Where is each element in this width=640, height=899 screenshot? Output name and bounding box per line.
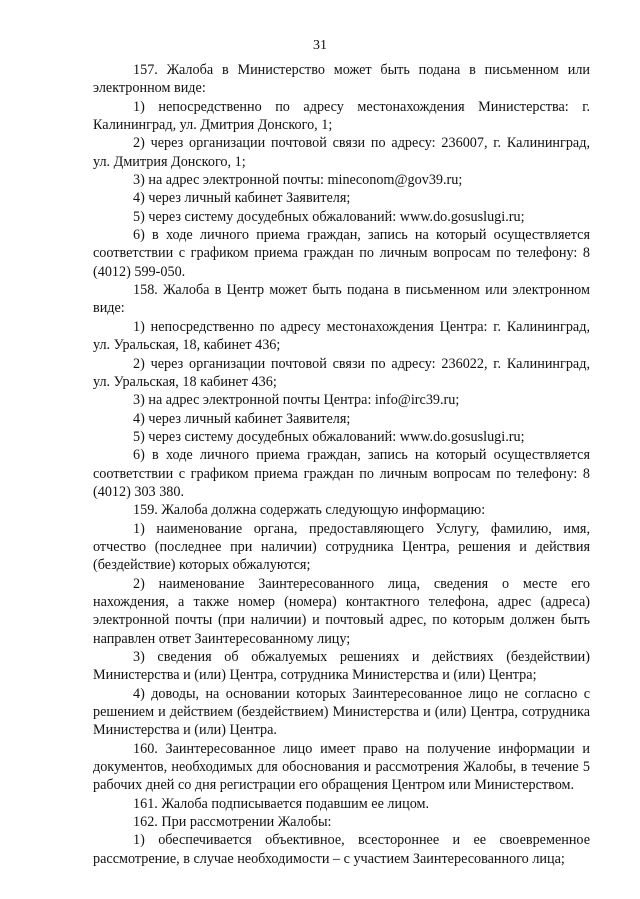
paragraph-number: 158. <box>133 282 158 299</box>
paragraph-text: Жалоба в Министерство может быть подана в письменном или электронном виде: <box>93 62 590 97</box>
paragraph-text: Заинтересованное лицо имеет право на получение информации и документов, необходимых для обоснования и рассмотрения Жалобы, в течение 5 рабочих дней со дня регистрации его обращения Центром или Министерством. <box>93 740 590 794</box>
list-text: через систему досудебных обжалований: www.do.gosuslugi.ru; <box>144 208 525 225</box>
list-item-158-4 <box>93 410 590 428</box>
paragraph-159 <box>93 501 590 519</box>
list-text: непосредственно по адресу местонахождения Министерства: г. Калининград, ул. Дмитрия Донского, 1; <box>93 98 590 134</box>
list-text: в ходе личного приема граждан, запись на который осуществляется соответствии с графиком приема граждан по личным вопросам по телефону: 8 (4012) 599-050. <box>93 227 590 280</box>
list-number: 3) <box>133 392 145 409</box>
list-text: через личный кабинет Заявителя; <box>144 410 351 427</box>
page-number: 31 <box>313 38 327 53</box>
paragraph-number: 157. <box>133 62 158 78</box>
list-text: сведения об обжалуемых решениях и действиях (бездействии) Министерства и (или) Центра, сотрудника Министерства и (или) Центра; <box>93 649 590 684</box>
paragraph-number: 161. <box>133 795 158 812</box>
list-number: 3) <box>133 649 145 665</box>
list-item-159-2 <box>93 575 590 648</box>
list-text: через личный кабинет Заявителя; <box>144 190 351 207</box>
list-item-157-6 <box>93 226 590 281</box>
paragraph-text: Жалоба подписывается подавшим ее лицом. <box>157 795 430 812</box>
list-text: через организации почтовой связи по адресу: 236007, г. Калининград, ул. Дмитрия Донского, 1; <box>93 135 590 170</box>
list-item-158-5 <box>93 428 590 446</box>
document-body <box>93 61 590 868</box>
paragraph-158 <box>93 281 590 318</box>
paragraph-number: 162. <box>133 814 158 831</box>
paragraph-161 <box>93 795 590 813</box>
list-item-157-1 <box>93 98 590 135</box>
list-number: 1) <box>133 318 145 335</box>
list-text: через систему досудебных обжалований: www.do.gosuslugi.ru; <box>144 428 525 445</box>
paragraph-162 <box>93 813 590 831</box>
list-item-158-1 <box>93 318 590 355</box>
list-item-157-5 <box>93 208 590 226</box>
list-item-157-2 <box>93 134 590 171</box>
list-text: через организации почтовой связи по адресу: 236022, г. Калининград, ул. Уральская, 18 кабинет 436; <box>93 355 590 390</box>
list-number: 4) <box>133 685 145 702</box>
list-number: 1) <box>133 520 145 537</box>
list-item-162-1 <box>93 831 590 868</box>
list-number: 2) <box>133 575 145 592</box>
list-text: обеспечивается объективное, всестороннее и ее своевременное рассмотрение, в случае необходимости – с участием Заинтересованного лица; <box>93 832 590 867</box>
list-number: 2) <box>133 355 145 372</box>
list-number: 5) <box>133 208 145 225</box>
paragraph-text: Жалоба в Центр может быть подана в письменном или электронном виде: <box>93 282 590 317</box>
list-number: 6) <box>133 227 145 244</box>
paragraph-number: 160. <box>133 740 158 757</box>
list-text: непосредственно по адресу местонахождения Центра: г. Калининград, ул. Уральская, 18, кабинет 436; <box>93 318 590 354</box>
paragraph-text: При рассмотрении Жалобы: <box>157 814 332 831</box>
list-item-158-6 <box>93 446 590 501</box>
list-text: наименование Заинтересованного лица, сведения о месте его нахождения, а также номер (номера) контактного телефона, адрес (адреса) электронной почты (при наличии) и почтовый адрес, по которым должен быть направлен ответ Заинтересованному лицу; <box>93 575 590 647</box>
paragraph-number: 159. <box>133 502 158 519</box>
list-text: наименование органа, предоставляющего Услугу, фамилию, имя, отчество (последнее при наличии) сотрудника Центра, решения и действия (бездействие) которых обжалуются; <box>93 520 590 574</box>
list-number: 4) <box>133 190 145 207</box>
list-text: на адрес электронной почты Центра: info@irc39.ru; <box>144 392 460 409</box>
list-number: 3) <box>133 172 145 189</box>
list-item-159-1 <box>93 520 590 575</box>
list-number: 6) <box>133 447 145 464</box>
list-item-157-3 <box>93 171 590 189</box>
list-number: 5) <box>133 428 145 445</box>
paragraph-157 <box>93 61 590 98</box>
list-number: 2) <box>133 135 145 152</box>
list-text: на адрес электронной почты: mineconom@gov39.ru; <box>144 172 463 189</box>
list-number: 1) <box>133 832 145 849</box>
list-item-159-3 <box>93 648 590 685</box>
paragraph-text: Жалоба должна содержать следующую информацию: <box>157 502 486 519</box>
paragraph-160 <box>93 740 590 795</box>
list-item-158-2 <box>93 355 590 392</box>
list-text: в ходе личного приема граждан, запись на который осуществляется соответствии с графиком приема граждан по личным вопросам по телефону: 8 (4012) 303 380. <box>93 447 590 500</box>
list-item-158-3 <box>93 391 590 409</box>
list-number: 4) <box>133 410 145 427</box>
list-item-159-4 <box>93 685 590 740</box>
list-item-157-4 <box>93 189 590 207</box>
list-text: доводы, на основании которых Заинтересованное лицо не согласно с решением и действием (бездействием) Министерства и (или) Центра, сотрудника Министерства и (или) Центра. <box>93 685 590 739</box>
list-number: 1) <box>133 98 145 115</box>
